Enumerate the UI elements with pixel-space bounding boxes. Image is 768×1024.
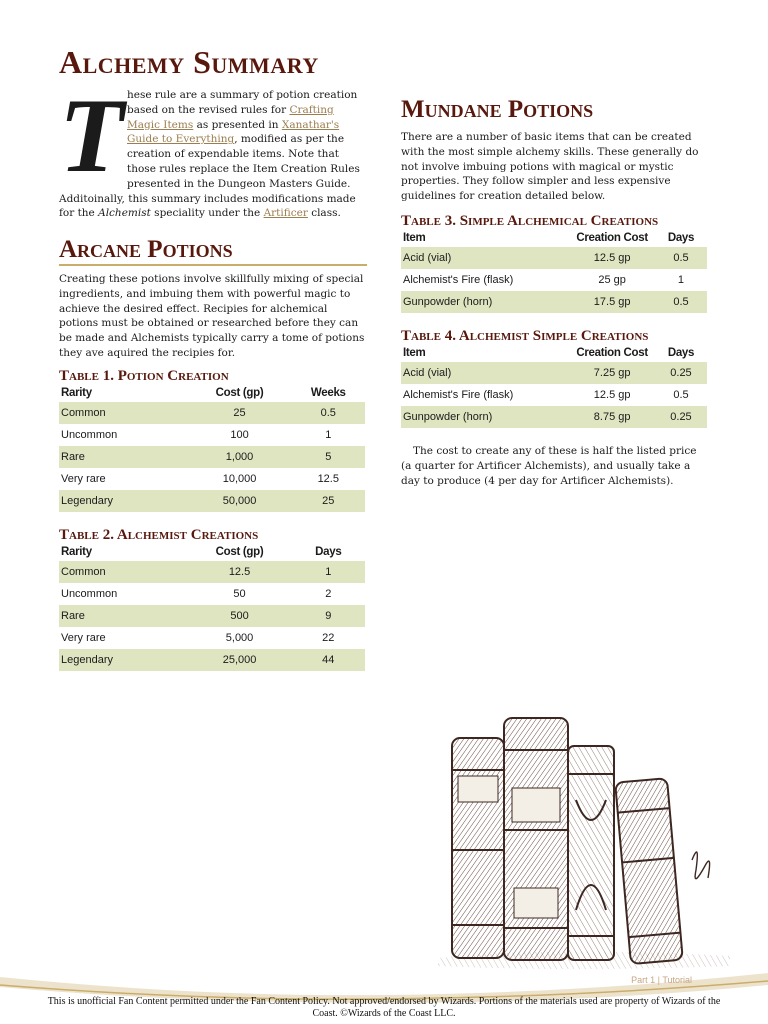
col-header: Rarity (61, 387, 92, 399)
alchemist-simple-creations-table (401, 344, 707, 428)
col-header: Cost (gp) (215, 387, 264, 399)
table3-section (401, 214, 707, 313)
page-number: Part 1 | Tutorial (631, 975, 692, 985)
col-header: Days (667, 232, 695, 244)
book-2 (504, 718, 568, 960)
table-row: Legendary 50,000 25 (59, 490, 365, 512)
table-row: Very rare 5,000 22 (61, 632, 335, 644)
col-header: Creation Cost (576, 232, 648, 244)
table2-title: Table 2. Alchemist Creations (59, 527, 259, 543)
col-header: Item (403, 232, 426, 244)
artificer-link[interactable]: Artificer (263, 207, 308, 220)
table4-title: Table 4. Alchemist Simple Creations (401, 328, 649, 344)
table-row: Very rare 10,000 12.5 (61, 473, 339, 485)
col-header: Rarity (61, 546, 92, 558)
alchemist-creations-table (59, 543, 365, 671)
col-header: Days (667, 347, 695, 359)
table-row: Common 12.5 1 (59, 561, 365, 583)
col-header: Weeks (310, 387, 346, 399)
table2-section (59, 528, 365, 671)
book-3 (568, 746, 614, 960)
arcane-potions-heading: Arcane Potions (59, 237, 367, 266)
table-row: Legendary 25,000 44 (59, 649, 365, 671)
closing-paragraph: The cost to create any of these is half the listed price (a quarter for Artificer Alchemists), and usually take a day to produce (4 per day for Artificer Alchemists). (401, 445, 697, 487)
table-row: Uncommon 50 2 (61, 588, 332, 600)
table4-section (401, 329, 707, 428)
table3-title: Table 3. Simple Alchemical Creations (401, 213, 659, 229)
mundane-potions-heading: Mundane Potions (401, 96, 594, 123)
xanathars-guide-link[interactable]: Xanathar's Guide to Everything (127, 118, 340, 146)
table1-title: Table 1. Potion Creation (59, 368, 229, 384)
crafting-magic-items-link[interactable]: Crafting Magic Items (127, 103, 334, 131)
page-title: Alchemy Summary (59, 44, 319, 80)
col-header: Cost (gp) (215, 546, 264, 558)
table-row: Gunpowder (horn) 17.5 gp 0.5 (401, 291, 707, 313)
simple-alchemical-creations-table (401, 229, 707, 313)
col-header: Days (315, 546, 342, 558)
arcane-potions-body: Creating these potions involve skillfully mixing of special ingredients, and imbuing them with powerful magic to achieve the desired effect. Recipies for alchemical potions must be obtained or researched before they can be made and Alchemists typically carry a tome of potions they ave aquired the recipies for. (59, 273, 365, 359)
stacked-books-sketch-icon (430, 710, 750, 972)
arcane-section (59, 237, 367, 361)
intro-section (59, 77, 367, 221)
book-4 (615, 778, 683, 964)
table-row: Rare 500 9 (59, 605, 365, 627)
table-row: Alchemist's Fire (flask) 25 gp 1 (403, 274, 685, 286)
table1-section (59, 369, 365, 512)
mundane-section (401, 97, 708, 204)
fan-content-footer: This is unofficial Fan Content permitted under the Fan Content Policy. Not approved/endorsed by Wizards. Portions of the materials used are property of Wizards of the Coast. ©Wizards of the Coast LLC. (47, 996, 721, 1019)
table-row: Alchemist's Fire (flask) 12.5 gp 0.5 (403, 389, 689, 401)
col-header: Creation Cost (576, 347, 648, 359)
table-row: Acid (vial) 7.25 gp 0.25 (401, 362, 707, 384)
col-header: Item (403, 347, 426, 359)
mundane-potions-body: There are a number of basic items that can be created with the most simple alchemy skills. These generally do not involve imbuing potions with magical or mystic properties. They follow simpler and less expensive guidelines for creation detailed below. (401, 131, 699, 203)
dropcap-letter: T (59, 77, 124, 194)
book-1 (452, 738, 504, 958)
intro-paragraph: These rule are a summary of potion creation based on the revised rules for Crafting Magic Items as presented in Xanathar's Guide to Everything, modified as per the creation of expendable items. Note that those rules replace the Item Creation Rules presented in the Dungeon Masters Guide. Additoinally, this summary includes modifications made for the Alchemist speciality under the Artificer class. (59, 77, 360, 220)
table-row: Gunpowder (horn) 8.75 gp 0.25 (401, 406, 707, 428)
table-row: Common 25 0.5 (59, 402, 365, 424)
potion-creation-table (59, 384, 365, 512)
table-row: Acid (vial) 12.5 gp 0.5 (401, 247, 707, 269)
table-row: Rare 1,000 5 (59, 446, 365, 468)
table-row: Uncommon 100 1 (61, 429, 332, 441)
